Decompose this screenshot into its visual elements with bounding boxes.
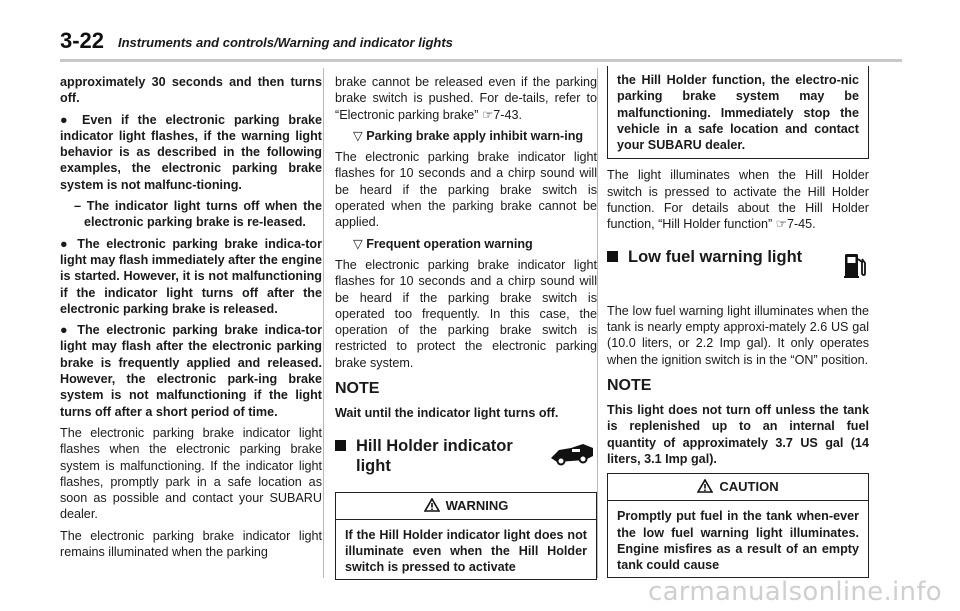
bullet-paragraph: ● The electronic parking brake indica-tor light may flash immediately after the engine is started. However, it is not malfunctioning if the indicator light turns off after the electronic parking brake is released. — [60, 236, 322, 316]
dash-icon: – — [74, 199, 87, 214]
warning-header — [336, 493, 596, 520]
note-text: Wait until the indicator light turns off. — [335, 406, 559, 421]
section-title: Low fuel warning light — [628, 247, 803, 266]
subheading: ▽ Frequent operation warning — [353, 236, 533, 251]
column-divider — [597, 68, 598, 578]
paragraph: The electronic parking brake indicator light remains illuminated when the parking — [60, 528, 322, 560]
column-divider — [323, 68, 324, 578]
paragraph: brake cannot be released even if the parking brake switch is pushed. For de-tails, refer to “Electronic parking brake” ☞7-43. — [335, 75, 597, 122]
paragraph: The electronic parking brake indicator light flashes when the electronic parking brake system is malfunctioning. If the indicator light flashes, promptly park in a safe location as soon as possible and contact your SUBARU dealer. — [60, 425, 322, 522]
warning-box-continued: the Hill Holder function, the electro-nic parking brake system may be malfunctioning. Immediately stop the vehicle in a safe location and contact your SUBARU dealer. — [607, 66, 869, 159]
warning-triangle-icon — [424, 498, 440, 512]
caution-triangle-icon — [697, 479, 713, 493]
page-number: 3-22 — [60, 28, 105, 53]
paragraph: approximately 30 seconds and then turns off. — [60, 75, 322, 106]
warning-box — [335, 492, 597, 580]
column-1 — [60, 74, 322, 565]
note-text: This light does not turn off unless the tank is replenished up to an internal fuel quantity of approximately 3.7 US gal (14 liters, 3.1 Imp gal). — [607, 403, 869, 467]
bullet-paragraph: ● The electronic parking brake indica-tor light may flash after the electronic parking brake is frequently applied and released. However, the electronic park-ing brake system is not malfunctioning if the light turns off after a short period of time. — [60, 323, 322, 419]
section-heading — [607, 247, 869, 291]
triangle-marker-icon: ▽ — [353, 236, 367, 251]
caution-label: CAUTION — [719, 479, 779, 495]
watermark: carmanualsonline.info — [647, 577, 942, 607]
caution-header — [608, 474, 868, 501]
bullet-icon: ● — [60, 323, 78, 338]
caution-text: Promptly put fuel in the tank when-ever the low fuel warning light illuminates. Engine misfires as a result of an empty tank could cause — [617, 509, 859, 573]
warning-label: WARNING — [445, 497, 509, 513]
paragraph: The light illuminates when the Hill Holder switch is pressed to activate the Hill Holder function. For details about the Hill Holder function, “Hill Holder function” ☞7-45. — [607, 168, 869, 232]
subheading: ▽ Parking brake apply inhibit warn-ing — [353, 128, 584, 143]
bullet-paragraph: ● Even if the electronic parking brake indicator light flashes, if the warning light behavior is as described in the following examples, the electronic parking brake system is not malfunc-tioning. — [60, 112, 322, 192]
section-heading — [335, 436, 597, 480]
paragraph: The electronic parking brake indicator light flashes for 10 seconds and a chirp sound will be heard if the parking brake switch is operated when the parking brake cannot be applied. — [335, 150, 597, 230]
section-square-icon — [335, 440, 346, 451]
triangle-marker-icon: ▽ — [353, 128, 367, 143]
header-title: Instruments and controls/Warning and indicator lights — [118, 35, 453, 50]
bullet-icon: ● — [60, 236, 78, 251]
section-square-icon — [607, 251, 618, 262]
warning-text: If the Hill Holder indicator light does not illuminate even when the Hill Holder switch is pressed to activate — [345, 527, 587, 575]
fuel-pump-icon — [843, 251, 867, 283]
hill-holder-icon — [549, 440, 595, 470]
page-header — [60, 28, 902, 56]
header-rule — [60, 59, 902, 62]
paragraph: The low fuel warning light illuminates when the tank is nearly empty approxi-mately 2.6 US gal (10.0 liters, or 2.2 Imp gal). It only operates when the ignition switch is in the “ON” position. — [607, 303, 869, 367]
note-label: NOTE — [607, 376, 652, 394]
paragraph: The electronic parking brake indicator light flashes for 10 seconds and a chirp sound will be heard if the parking brake switch is operated too frequently. In this case, the operation of the parking brake switch is restricted to protect the electronic parking brake system. — [335, 257, 597, 370]
caution-box — [607, 473, 869, 577]
dash-item: – The indicator light turns off when the electronic parking brake is re-leased. — [74, 199, 322, 230]
column-2 — [335, 74, 597, 580]
column-3 — [607, 66, 869, 578]
bullet-icon: ● — [60, 112, 82, 127]
note-label: NOTE — [335, 380, 380, 398]
section-title: Hill Holder indicator light — [356, 436, 513, 475]
